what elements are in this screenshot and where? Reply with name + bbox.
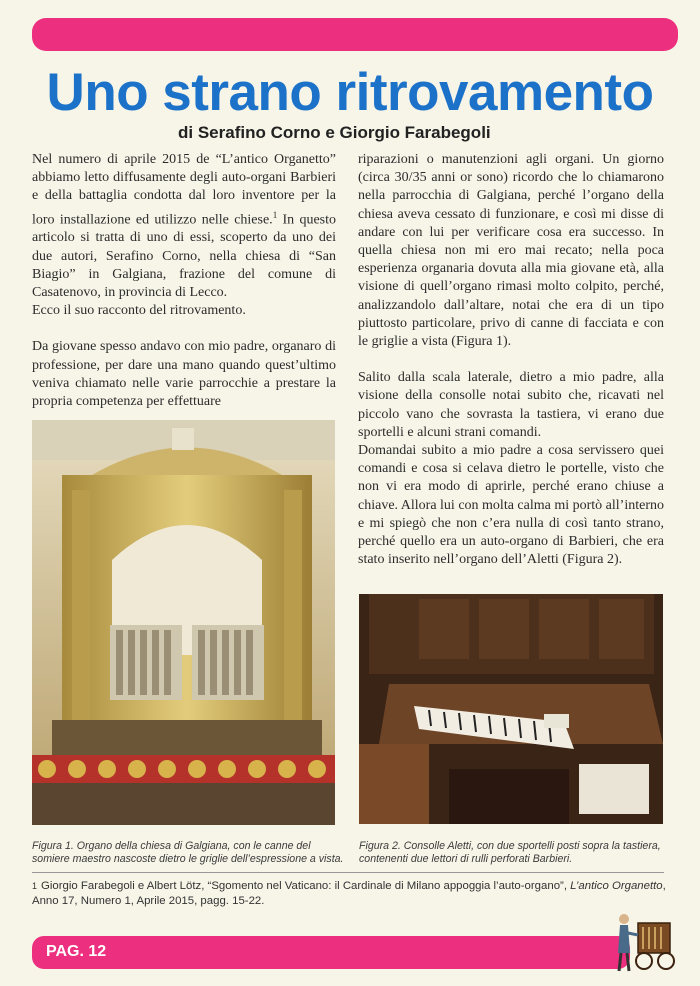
article-byline: di Serafino Corno e Giorgio Farabegoli [178,123,491,142]
paragraph-intro [32,151,336,302]
article-title: Uno strano ritrovamento [46,63,654,122]
bottom-pink-banner [32,936,630,969]
organ-grinder-logo [610,905,680,975]
page-number: PAG. 12 [46,943,107,960]
footnote-divider [32,872,664,873]
paragraph-intro-end: Ecco il suo racconto del ritrovamento. [32,303,246,319]
paragraph-consolle: Salito dalla scala laterale, dietro a mio padre, alla visione della consolle notai subito che, ricavati nel piccolo vano che sovrasta la tastiera, vi erano due sportelli e alcuni strani comandi. [358,370,664,440]
console-illustration [359,594,663,824]
figure-2-caption: Figura 2. Consolle Aletti, con due sportelli posti sopra la tastiera, contenenti due lettori di rulli perforati Barbieri. [359,840,661,865]
organ-grinder-icon [610,905,680,975]
intro-text: Nel numero di aprile 2015 de “L’antico Organetto” abbiamo letto diffusamente degli auto-organi Barbieri e della battaglia condotta dal loro inventore per la loro installazione ed utilizzo nelle chiese. [32,152,336,228]
footnote [32,879,672,909]
text-column-left [32,151,336,411]
footnote-number: 1 [32,881,38,891]
footnote-journal: L’antico Organetto [570,880,663,892]
footnote-text: Giorgio Farabegoli e Albert Lötz, “Sgomento nel Vaticano: il Cardinale di Milano appoggia l’auto-organo”, [41,880,571,892]
figure-2-console-photo [359,594,663,824]
intro-text-cont: In questo articolo si tratta di uno di essi, scoperto da uno dei due autori, Serafino Corno, nella chiesa di “San Biagio” in Galgiana, frazione del comune di Casatenovo, in provincia di Lecco. [32,212,336,301]
figure-1-caption: Figura 1. Organo della chiesa di Galgiana, con le canne del somiere maestro nascoste dietro le griglie dell’espressione a vista. [32,840,344,865]
top-pink-banner [32,18,678,51]
paragraph-explanation: Domandai subito a mio padre a cosa servissero quei comandi e cosa si celava dietro le portelle, visto che non vi era modo di aprirle, perché erano chiuse a chiave. Allora lui con molta calma mi portò all’interno e mi spiegò che non c’era nulla di così tanto strano, perché quello era un auto-organo di Barbieri, che era stato inserito nell’organo dell’Aletti (Figura 2). [358,443,664,568]
footnote-text-end: , Anno 17, Numero 1, Aprile 2015, pagg. 15-22. [32,880,666,907]
organ-facade-illustration [32,420,335,825]
text-column-right [358,151,664,569]
figure-1-organ-photo [32,420,335,825]
paragraph-story-start: Da giovane spesso andavo con mio padre, organaro di professione, per dare una mano quando quest’ultimo veniva chiamato nelle varie parrocchie a prestare la propria competenza per effettuare [32,339,336,410]
footnote-ref: 1 [272,209,278,220]
paragraph-story-cont: riparazioni o manutenzioni agli organi. Un giorno (circa 30/35 anni or sono) ricordo che lo chiamarono nella parrocchia di Galgiana, perché l’organo della chiesa aveva cessato di funzionare, e così mi disse di andare con lui per verificare cosa era successo. In quella chiesa non mi ero mai recato; nella poca esperienza organaria dovuta alla mia giovane età, alla visione di quell’organo rimasi molto colpito, perché, analizzandolo dall’altare, notai che era di un tipo piuttosto particolare, privo di canne di facciata e con le griglie a vista (Figura 1). [358,152,664,350]
